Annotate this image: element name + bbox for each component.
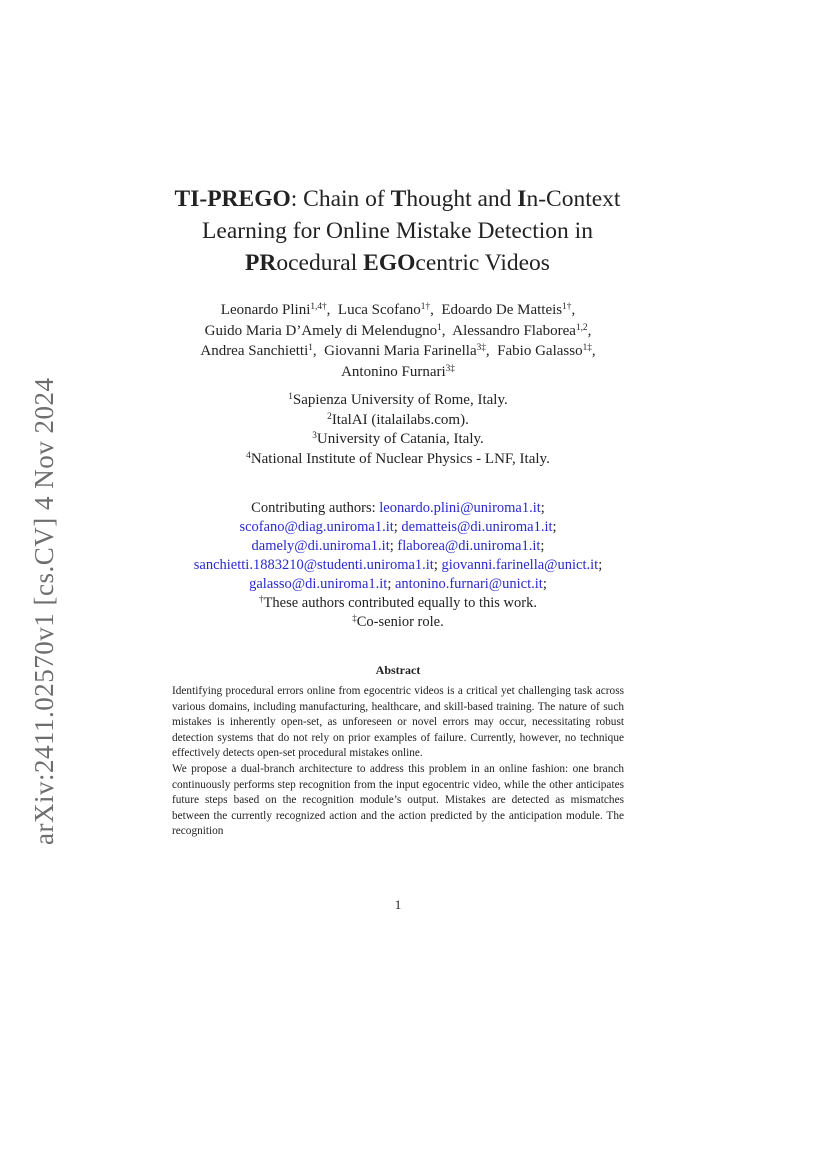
contrib-line [150, 575, 646, 594]
title-text: n-Context [526, 186, 621, 212]
affiliation-index: 2 [327, 411, 332, 422]
author-affil: 3‡ [445, 363, 455, 374]
title-text: ocedural [276, 250, 364, 276]
affiliation-list [160, 391, 636, 469]
affiliation [160, 391, 636, 411]
author-name: Alessandro Flaborea [452, 322, 576, 339]
note-text: These authors contributed equally to this work. [263, 595, 537, 611]
title-bold: I [517, 186, 527, 212]
email-link[interactable]: damely@di.uniroma1.it [251, 538, 390, 554]
author-affil: 3‡ [476, 342, 486, 353]
page-number: 1 [394, 897, 402, 912]
contrib-line [150, 556, 646, 575]
author-affil: 1,2 [575, 322, 588, 333]
title-text: : Chain of [290, 186, 391, 212]
author-affil: 1† [562, 301, 572, 312]
separator: ; [540, 500, 545, 516]
separator: ; [393, 519, 398, 535]
author-affil: 1,4† [310, 301, 327, 312]
author-line: Leonardo Plini$^{1,4\dagger}$, Luca Scofano$^{1\dagger}$, Edoardo De Matteis$^{1\dagger}$, [220, 301, 576, 318]
co-senior-note [150, 613, 646, 632]
affiliation-index: 1 [288, 391, 293, 402]
affiliation [160, 430, 636, 450]
author-affil: 1‡ [582, 342, 592, 353]
affiliation [160, 411, 636, 431]
author-name: Edoardo De Matteis [441, 302, 563, 318]
contrib-line [150, 499, 646, 518]
author-affil: 1 [308, 342, 313, 353]
title-text: centric Videos [415, 250, 550, 276]
author-name: Andrea Sanchietti [200, 343, 309, 359]
contrib-line [150, 518, 646, 537]
author-line: Andrea Sanchietti$^1$, Giovanni Maria Farinella$^{3\ddagger}$, Fabio Galasso$^{1\ddagger}$, [200, 342, 596, 359]
author-affil: 1 [437, 322, 442, 333]
email-link[interactable]: leonardo.plini@uniroma1.it [379, 500, 541, 516]
title-line-2: Learning for Online Mistake Detection in [202, 218, 593, 244]
separator: ; [552, 519, 557, 535]
author-line: Guido Maria D’Amely di Melendugno$^1$, Alessandro Flaborea$^{1,2}$, [204, 322, 592, 339]
email-link[interactable]: scofano@diag.uniroma1.it [239, 519, 394, 535]
email-link[interactable]: antonino.furnari@unict.it [394, 576, 543, 592]
email-link[interactable]: giovanni.farinella@unict.it [441, 557, 599, 573]
contributing-authors [150, 499, 646, 632]
affiliation [160, 450, 636, 470]
separator: ; [598, 557, 603, 573]
note-text: Co-senior role. [356, 614, 444, 630]
title-text: hought and [406, 186, 518, 212]
email-link[interactable]: sanchietti.1883210@studenti.uniroma1.it [193, 557, 434, 573]
author-name: Guido Maria D’Amely di Melendugno [204, 322, 438, 339]
paper-title [120, 183, 675, 279]
author-name: Antonino Furnari [341, 363, 446, 380]
author-name: Fabio Galasso [497, 343, 583, 359]
separator: ; [433, 557, 438, 573]
contrib-line [150, 537, 646, 556]
author-name: Leonardo Plini [220, 302, 311, 318]
author-name: Luca Scofano [337, 302, 421, 318]
separator: ; [542, 576, 547, 592]
separator: ; [387, 576, 392, 592]
title-line-3 [120, 247, 675, 279]
equal-contribution-note [150, 594, 646, 613]
title-bold: T [390, 186, 407, 212]
author-list [140, 300, 656, 382]
abstract-paragraph: We propose a dual-branch architecture to address this problem in an online fashion: one branch continuously performs step recognition from the input egocentric video, while the other anticipates future steps based on the recognition module’s output. Mistakes are detected as mismatches between the currently recognized action and the action predicted by the anticipation module. The recognition [172, 762, 624, 838]
contrib-label: Contributing authors: [251, 500, 380, 516]
affiliation-index: 4 [246, 450, 251, 461]
affiliation-text: National Institute of Nuclear Physics - LNF, Italy. [250, 450, 550, 467]
affiliation-index: 3 [312, 430, 317, 441]
abstract-heading: Abstract [375, 663, 421, 677]
email-link[interactable]: dematteis@di.uniroma1.it [401, 519, 553, 535]
title-bold: EGO [363, 250, 416, 276]
double-dagger-symbol: ‡ [352, 613, 357, 624]
arxiv-identifier: arXiv:2411.02570v1 [cs.CV] 4 Nov 2024 [29, 377, 59, 845]
email-link[interactable]: galasso@di.uniroma1.it [249, 576, 388, 592]
title-bold: PR [245, 250, 277, 276]
author-name: Giovanni Maria Farinella [324, 343, 477, 359]
title-line-1 [120, 183, 675, 215]
separator: ; [540, 538, 545, 554]
affiliation-text: ItalAI (italailabs.com). [331, 411, 469, 428]
abstract-paragraph: Identifying procedural errors online from egocentric videos is a critical yet challenging task across various domains, including manufacturing, healthcare, and skill-based training. The nature of such mistakes is inherently open-set, as unforeseen or novel errors may occur, necessitating robust detection systems that do not rely on prior examples of failure. Currently, however, no technique effectively detects open-set procedural mistakes online. [172, 685, 624, 760]
affiliation-text: Sapienza University of Rome, Italy. [292, 392, 508, 408]
title-bold: TI-PREGO [174, 186, 291, 212]
affiliation-text: University of Catania, Italy. [316, 431, 484, 447]
email-link[interactable]: flaborea@di.uniroma1.it [397, 538, 541, 554]
author-line [140, 362, 656, 383]
abstract-body [172, 684, 624, 840]
author-affil: 1† [420, 301, 431, 312]
dagger-symbol: † [259, 594, 264, 605]
separator: ; [389, 538, 394, 554]
